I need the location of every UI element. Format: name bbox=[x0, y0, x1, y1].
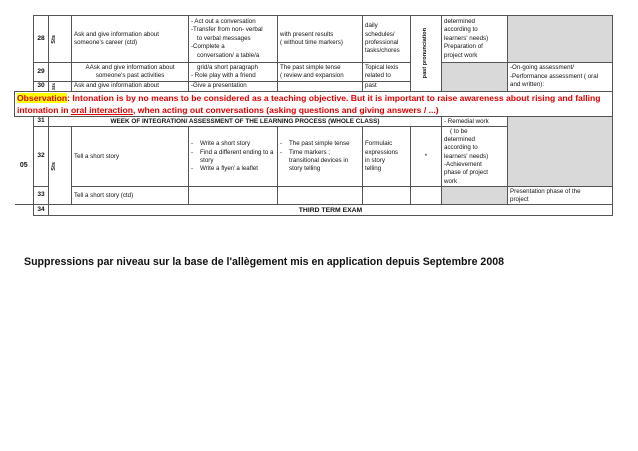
remedial-work-cell: - Remedial work bbox=[442, 117, 508, 127]
unit-cell-34 bbox=[15, 205, 34, 216]
unit-cell-29 bbox=[49, 63, 72, 82]
table-row-29 bbox=[15, 63, 613, 82]
lesson-cell-28: Ask and give information about someone's career (ctd) bbox=[72, 16, 189, 63]
unit-cell-blank bbox=[15, 16, 34, 92]
suppressions-heading: Suppressions par niveau sur la base de l'allègement mis en application depuis Septembre 2008 bbox=[24, 256, 504, 268]
pronunciation-cell-33 bbox=[411, 187, 442, 205]
observation-label: Observation bbox=[17, 93, 68, 103]
assessment-cell-28 bbox=[508, 16, 613, 63]
lesson-cell-29: AAsk and give information about someone's past activities bbox=[72, 63, 189, 82]
unit-label-vertical: Sts bbox=[49, 16, 72, 63]
week-number-29: 29 bbox=[34, 63, 49, 82]
week-number-34: 34 bbox=[34, 205, 49, 216]
table-row-33 bbox=[15, 187, 613, 205]
grammar-cell-32 bbox=[278, 127, 363, 187]
assessment-cell-29: -On-going assessment/ -Performance assessment ( oral and written): bbox=[508, 63, 613, 92]
unit-cell-31 bbox=[15, 117, 34, 127]
lesson-cell-33: Tell a short story (ctd) bbox=[72, 187, 189, 205]
grammar-cell-30 bbox=[278, 82, 363, 92]
week-number-30: 30 bbox=[34, 82, 49, 92]
observation-note: Observation: Intonation is by no means to be considered as a teaching objective. But it is important to raise awareness about rising and falling intonation in oral interaction, when acting out conversations (asking questions and giving answers / ...) bbox=[15, 92, 613, 117]
table-row-31 bbox=[15, 117, 613, 127]
activities-cell-29: grid/a short paragraph - Role play with a friend bbox=[189, 63, 278, 82]
assessment-cell-31 bbox=[508, 117, 613, 187]
activities-cell-33 bbox=[189, 187, 278, 205]
week-number-28: 28 bbox=[34, 16, 49, 63]
grammar-cell-33 bbox=[278, 187, 363, 205]
lexis-cell-33 bbox=[363, 187, 411, 205]
grammar-list: - The past simple tense - Time markers ; transitional devices in story telling bbox=[280, 140, 360, 173]
observation-row bbox=[15, 92, 613, 117]
oral-interaction-link: oral interaction bbox=[70, 105, 134, 116]
pronunciation-cell-32: * bbox=[411, 127, 442, 187]
table-row-28 bbox=[15, 16, 613, 63]
grammar-cell-29: The past simple tense ( review and expansion bbox=[278, 63, 363, 82]
project-cell-33 bbox=[442, 187, 508, 205]
lexis-cell-30: past bbox=[363, 82, 411, 92]
project-cell-29 bbox=[442, 63, 508, 92]
presentation-cell: Presentation phase of the project bbox=[508, 187, 613, 205]
unit-number-05: 05 bbox=[15, 127, 34, 205]
unit-label-05: Sts bbox=[49, 127, 72, 205]
week-number-33: 33 bbox=[34, 187, 49, 205]
grammar-cell-28: with present results ( without time markers) bbox=[278, 16, 363, 63]
table-row-34 bbox=[15, 205, 613, 216]
lexis-cell-32: Formulaic expressions in story telling bbox=[363, 127, 411, 187]
integration-title: WEEK OF INTEGRATION/ ASSESSMENT OF THE LEARNING PROCESS (WHOLE CLASS) bbox=[49, 117, 442, 127]
lexis-cell-28: daily schedules/ professional tasks/chores bbox=[363, 16, 411, 63]
activities-list: - Write a short story - Find a different ending to a story - Write a flyer/ a leaflet bbox=[191, 140, 275, 173]
activities-cell-32 bbox=[189, 127, 278, 187]
lexis-cell-29: Topical lexis related to bbox=[363, 63, 411, 82]
project-cell-28: determined according to learners' needs) Preparation of project work bbox=[442, 16, 508, 63]
lesson-cell-30: Ask and give information about bbox=[72, 82, 189, 92]
pronunciation-cell: past pronunciation bbox=[411, 16, 442, 92]
activities-cell-28: - Act out a conversation -Transfer from non- verbal to verbal messages -Complete a conversation/ a table/a bbox=[189, 16, 278, 63]
lesson-cell-32: Tell a short story bbox=[72, 127, 189, 187]
third-term-exam: THIRD TERM EXAM bbox=[49, 205, 613, 216]
week-number-31: 31 bbox=[34, 117, 49, 127]
unit-label-30: Sts bbox=[49, 82, 72, 92]
week-number-32: 32 bbox=[34, 127, 49, 187]
project-cell-32: ( to be determined according to learners' needs) -Achievement phase of project work bbox=[442, 127, 508, 187]
activities-cell-30: -Give a presentation bbox=[189, 82, 278, 92]
syllabus-table bbox=[14, 15, 613, 216]
